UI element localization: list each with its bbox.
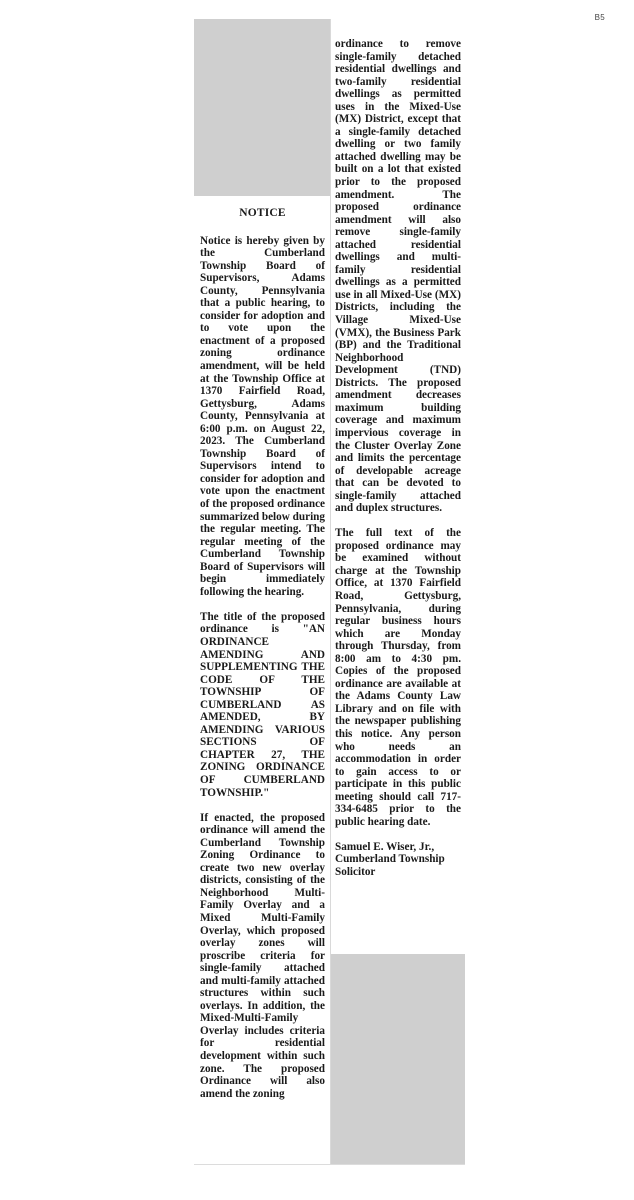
signature-title: Cumberland Township Solicitor: [335, 853, 445, 878]
notice-title: NOTICE: [239, 207, 286, 219]
notice-paragraph-summary-continued: ordinance to remove single-family detached residential dwellings and two-family residential dwellings as permitted uses in the Mixed-Use (MX) District, except that a single-family detached dwelling or two family attached dwelling may be built on a lot that existed prior to the proposed amendment. The proposed ordinance amendment will also remove single-family attached residential dwellings and multi-family residential dwellings as a permitted use in all Mixed-Use (MX) Districts, including the Village Mixed-Use (VMX), the Business Park (BP) and the Traditional Neighborhood Development (TND) Districts. The proposed amendment decreases maximum building coverage and maximum impervious coverage in the Cluster Overlay Zone and limits the percentage of developable acreage that can be devoted to single-family attached and duplex structures.: [335, 38, 461, 515]
notice-paragraph-summary: If enacted, the proposed ordinance will amend the Cumberland Township Zoning Ordinance to create two new overlay districts, consisting of the Neighborhood Multi-Family Overlay and a Mixed Multi-Family Overlay, which proposed overlay zones will proscribe criteria for single-family attached and multi-family attached structures within such overlays. In addition, the Mixed-Multi-Family Overlay includes criteria for residential development within such zone. The proposed Ordinance will also amend the zoning: [200, 811, 325, 1100]
notice-paragraph-title: The title of the proposed ordinance is "AN ORDINANCE AMENDING AND SUPPLEMENTING THE CODE OF THE TOWNSHIP OF CUMBERLAND AS AMENDED, BY AMENDING VARIOUS SECTIONS OF CHAPTER 27, THE ZONING ORDINANCE OF CUMBERLAND TOWNSHIP.": [200, 610, 325, 799]
notice-left-column: [200, 207, 325, 1113]
notice-paragraph-hearing: Notice is hereby given by the Cumberland Township Board of Supervisors, Adams County, Pennsylvania that a public hearing, to consider for adoption and to vote upon the enactment of a proposed zoning ordinance amendment, will be held at the Township Office at 1370 Fairfield Road, Gettysburg, Adams County, Pennsylvania at 6:00 p.m. on August 22, 2023. The Cumberland Township Board of Supervisors intend to consider for adoption and vote upon the enactment of the proposed ordinance summarized below during the regular meeting. The regular meeting of the Cumberland Township Board of Supervisors will begin immediately following the hearing.: [200, 234, 325, 598]
page-number: B5: [594, 13, 605, 22]
bottom-divider: [194, 1164, 465, 1165]
notice-paragraph-full-text: The full text of the proposed ordinance may be examined without charge at the Township Office, at 1370 Fairfield Road, Gettysburg, Pennsylvania, during regular business hours which are Monday through Thursday, from 8:00 am to 4:30 pm. Copies of the proposed ordinance are available at the Adams County Law Library and on file with the newspaper publishing this notice. Any person who needs an accommodation in order to gain access to or participate in this public meeting should call 717-334-6485 prior to the public hearing date.: [335, 527, 461, 828]
signature-name: Samuel E. Wiser, Jr.,: [335, 840, 435, 853]
notice-right-column: [335, 38, 461, 879]
placeholder-block-bottom-right: [330, 954, 465, 1164]
placeholder-block-top-left: [194, 19, 330, 196]
column-divider: [330, 19, 331, 1164]
